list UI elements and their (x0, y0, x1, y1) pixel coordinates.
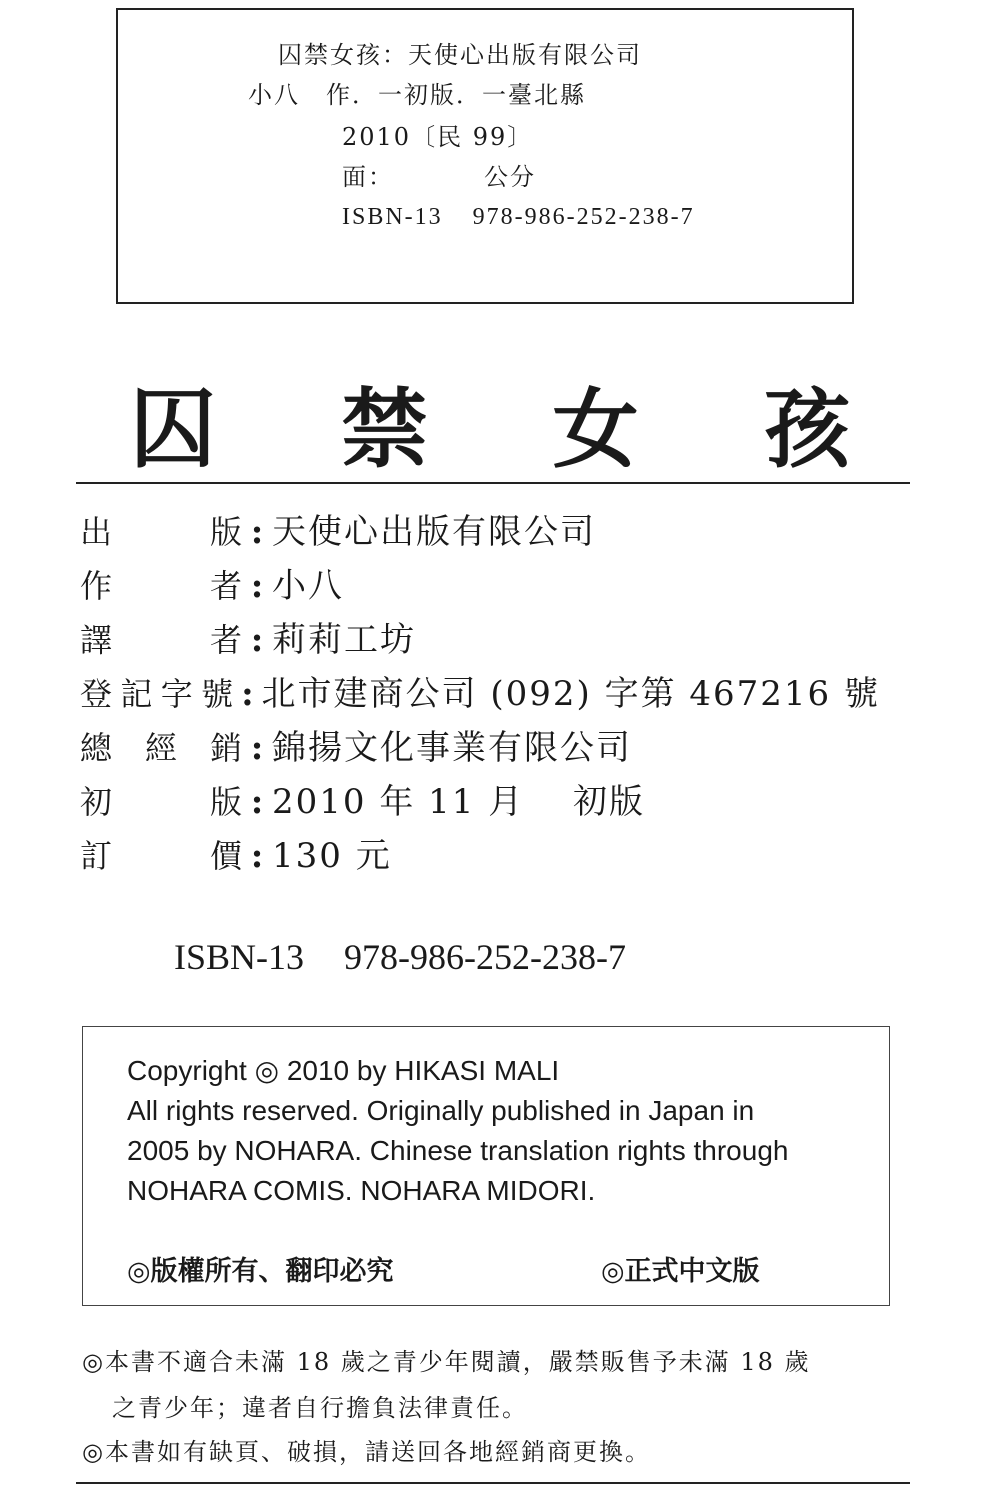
colon: : (250, 512, 264, 552)
title-char: 孩 (763, 380, 850, 480)
cip-line-size (342, 162, 536, 192)
colon: : (250, 566, 264, 606)
official-edition-note: ◎正式中文版 (601, 1256, 760, 1287)
rights-reserved-note: ◎版權所有、翻印必究 (127, 1256, 394, 1287)
title-divider (76, 482, 910, 484)
book-title (130, 380, 850, 480)
cip-size-value: 公分 (484, 163, 536, 191)
colon: : (250, 782, 264, 822)
label-char: 者 (209, 621, 242, 659)
label-char: 銷 (209, 729, 242, 767)
info-row-translator (80, 613, 880, 667)
copyright-box (82, 1026, 890, 1306)
page-margin (0, 0, 76, 1492)
info-value: 天使心出版有限公司 (272, 512, 596, 552)
info-label (80, 829, 242, 883)
publication-info (80, 505, 880, 883)
label-char: 版 (209, 783, 242, 821)
label-char: 總 (80, 729, 113, 767)
colon: : (250, 620, 264, 660)
info-label (80, 613, 242, 667)
info-value: 北市建商公司 (092) 字第 467216 號 (261, 674, 880, 714)
damage-exchange-notice: ◎本書如有缺頁、破損，請送回各地經銷商更換。 (82, 1438, 651, 1466)
age-restriction-notice-cont: 之青少年；違者自行擔負法律責任。 (112, 1394, 528, 1422)
isbn-label: ISBN-13 (174, 937, 305, 977)
copyright-line: 2005 by NOHARA. Chinese translation rights through (127, 1135, 789, 1166)
info-label (80, 505, 242, 559)
title-char: 禁 (341, 380, 428, 480)
label-char: 號 (201, 675, 234, 713)
bottom-divider (76, 1482, 910, 1484)
copyright-text (127, 1051, 788, 1211)
label-char: 價 (209, 837, 242, 875)
age-restriction-notice: ◎本書不適合未滿 18 歲之青少年閱讀，嚴禁販售予未滿 18 歲 (82, 1348, 811, 1376)
title-char: 囚 (130, 380, 216, 480)
cip-line-author: 小八 作．一初版．一臺北縣 (248, 81, 586, 109)
info-value: 2010 年 11 月 初版 (272, 782, 646, 822)
info-label (80, 721, 242, 775)
label-char: 初 (80, 783, 113, 821)
label-char: 字 (160, 675, 193, 713)
cip-catalog-box (116, 8, 854, 304)
label-char: 登 (80, 675, 113, 713)
info-row-distributor (80, 721, 880, 775)
info-row-registration (80, 667, 880, 721)
label-char: 訂 (80, 837, 113, 875)
info-label (80, 559, 242, 613)
label-char: 記 (120, 675, 153, 713)
colon: : (250, 728, 264, 768)
label-char: 經 (144, 729, 177, 767)
info-row-edition (80, 775, 880, 829)
copyright-line: NOHARA COMIS. NOHARA MIDORI. (127, 1175, 596, 1206)
cip-line-isbn (342, 202, 695, 232)
colon: : (241, 674, 254, 714)
info-row-price (80, 829, 880, 883)
info-label (80, 775, 242, 829)
cip-size-label: 面： (342, 163, 394, 191)
isbn-line (174, 936, 626, 978)
title-char: 女 (552, 380, 639, 480)
info-value: 小八 (272, 566, 344, 606)
info-row-author (80, 559, 880, 613)
cip-line-year: 2010〔民 99〕 (342, 123, 534, 151)
label-char: 出 (80, 513, 113, 551)
info-value: 錦揚文化事業有限公司 (272, 728, 632, 768)
rights-notes (127, 1249, 827, 1288)
colon: : (250, 836, 264, 876)
cip-isbn-value: 978-986-252-238-7 (472, 204, 695, 230)
info-value: 130 元 (272, 836, 392, 876)
label-char: 版 (209, 513, 242, 551)
info-value: 莉莉工坊 (272, 620, 416, 660)
label-char: 者 (209, 567, 242, 605)
cip-line-title: 囚禁女孩：天使心出版有限公司 (278, 41, 642, 69)
copyright-line: All rights reserved. Originally published in Japan in (127, 1095, 755, 1126)
copyright-line: Copyright ◎ 2010 by HIKASI MALI (127, 1055, 560, 1086)
isbn-value: 978-986-252-238-7 (344, 937, 626, 977)
info-row-publisher (80, 505, 880, 559)
label-char: 譯 (80, 621, 113, 659)
cip-isbn-label: ISBN-13 (342, 204, 443, 230)
info-label (80, 667, 233, 721)
label-char: 作 (80, 567, 113, 605)
